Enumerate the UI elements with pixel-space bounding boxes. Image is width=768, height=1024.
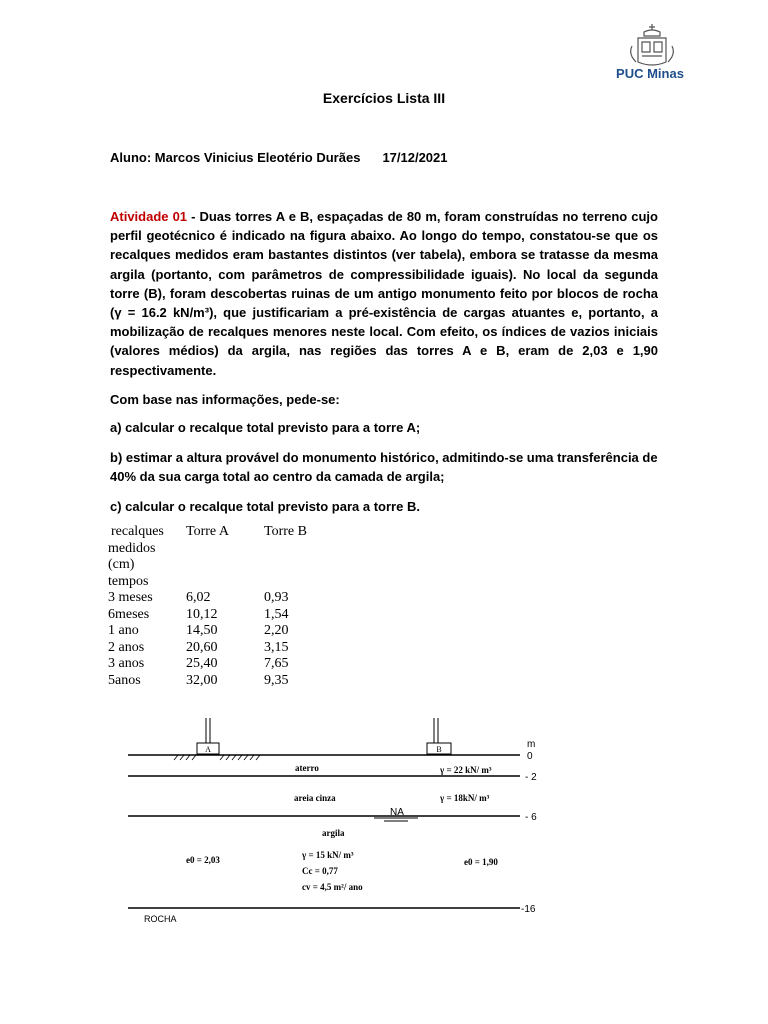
cell-tower-b: 0,93	[264, 590, 289, 605]
header-line: tempos	[108, 573, 149, 589]
student-line	[110, 150, 448, 165]
areia-label: areia cinza	[294, 793, 336, 803]
table-row	[106, 623, 346, 640]
cell-tower-a: 25,40	[186, 656, 218, 671]
logo-text: PUC Minas	[616, 66, 684, 81]
gamma-argila: γ = 15 kN/ m³	[302, 850, 354, 860]
tower-b	[427, 718, 451, 754]
depth-0: 0	[527, 751, 533, 762]
cell-tower-b: 9,35	[264, 672, 289, 688]
activity-paragraph	[110, 207, 658, 380]
table-row	[106, 656, 346, 673]
table-row	[106, 590, 346, 607]
soil-profile-figure	[122, 712, 552, 922]
cell-time: 3 meses	[108, 590, 153, 605]
e0-tower-a: e0 = 2,03	[186, 855, 220, 865]
table-header-time	[106, 524, 184, 590]
cell-tower-b: 2,20	[264, 623, 289, 638]
tower-a-label: A	[205, 745, 211, 754]
date: 17/12/2021	[382, 150, 448, 165]
depth-2: - 2	[525, 772, 537, 783]
activity-label: Atividade 01	[110, 209, 188, 224]
cell-tower-a: 20,60	[186, 639, 218, 655]
table-header-row	[106, 524, 346, 590]
table-header-tower-b: Torre B	[264, 524, 307, 539]
page-title: Exercícios Lista III	[322, 90, 446, 106]
cell-time: 1 ano	[108, 623, 139, 638]
cv-value: cv = 4,5 m²/ ano	[302, 882, 363, 892]
tower-b-label: B	[436, 745, 442, 754]
activity-text: - Duas torres A e B, espaçadas de 80 m, foram construídas no terreno cujo perfil geotécnico é indicado na figura abaixo. Ao longo do tempo, constatou-se que os recalques medidos eram bastantes distintos (ver tabela), embora se tratasse da mesma argila (portanto, com parâmetros de compressibilidade iguais). No local da segunda torre (B), foram descobertas ruinas de um antigo monumento feito por blocos de rocha (γ = 16.2 kN/m³), que justificariam a pré-existência de cargas atuantes e, portanto, a mobilização de recalques menores neste local. Com efeito, os índices de vazios iniciais (valores médios) da argila, nas regiões das torres A e B, eram de 2,03 e 1,90 respectivamente.	[110, 209, 658, 378]
cell-time: 2 anos	[108, 639, 145, 655]
gamma-aterro: γ = 22 kN/ m³	[440, 765, 492, 775]
cell-tower-a: 6,02	[186, 590, 211, 605]
tower-a	[197, 718, 219, 754]
depth-16: -16	[521, 904, 536, 915]
cell-tower-b: 3,15	[264, 639, 289, 655]
crest-icon	[614, 22, 690, 68]
cell-tower-a: 32,00	[186, 672, 218, 688]
table-row	[106, 673, 346, 690]
table-header-tower-a: Torre A	[186, 524, 229, 539]
e0-tower-b: e0 = 1,90	[464, 857, 498, 867]
water-table-label: NA	[390, 807, 404, 818]
aterro-label: aterro	[295, 763, 319, 773]
questions-intro: Com base nas informações, pede-se:	[110, 392, 340, 407]
question-b: b) estimar a altura provável do monumento histórico, admitindo-se uma transferência de 40% da sua carga total ao centro da camada de argila;	[110, 450, 658, 485]
table-row	[106, 640, 346, 657]
gamma-areia: γ = 18kN/ m³	[440, 793, 490, 803]
settlement-table	[106, 524, 346, 689]
table-row	[106, 607, 346, 624]
header-line: medidos	[108, 540, 156, 556]
student-name: Aluno: Marcos Vinicius Eleotério Durães	[110, 150, 361, 165]
cell-tower-a: 14,50	[186, 623, 218, 638]
cell-time: 6meses	[108, 606, 150, 622]
header-line: (cm)	[108, 557, 135, 572]
hatching	[174, 755, 260, 760]
argila-label: argila	[322, 828, 345, 838]
cc-value: Cc = 0,77	[302, 866, 338, 876]
cell-tower-b: 7,65	[264, 656, 289, 671]
depth-unit: m	[527, 739, 536, 750]
cell-time: 5anos	[108, 672, 141, 688]
header-line: recalques	[111, 524, 164, 539]
cell-tower-a: 10,12	[186, 606, 218, 622]
cell-time: 3 anos	[108, 656, 145, 671]
question-c: c) calcular o recalque total previsto para a torre B.	[110, 499, 420, 514]
question-a: a) calcular o recalque total previsto para a torre A;	[110, 420, 421, 435]
depth-6: - 6	[525, 812, 537, 823]
rocha-label: ROCHA	[144, 914, 177, 922]
cell-tower-b: 1,54	[264, 606, 289, 622]
